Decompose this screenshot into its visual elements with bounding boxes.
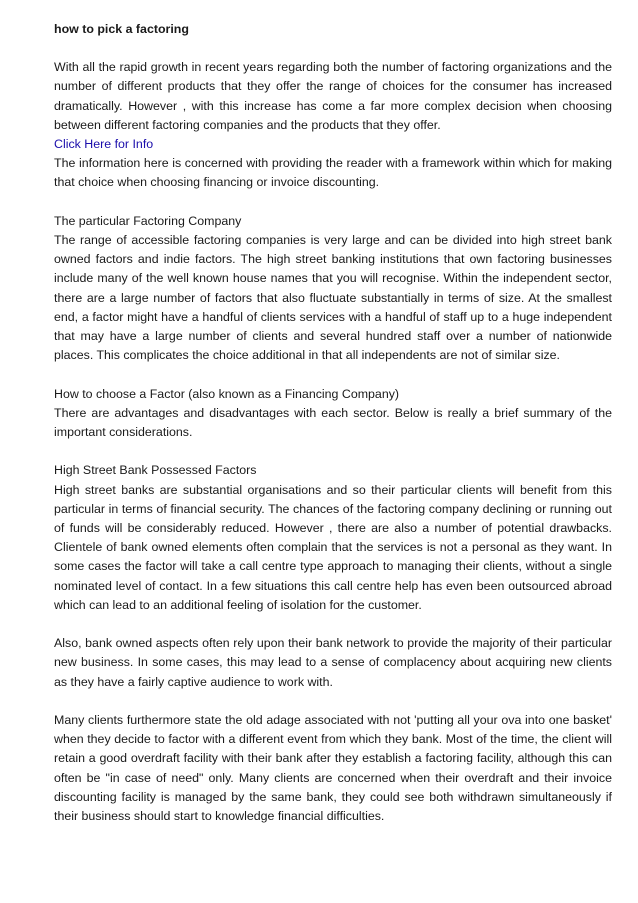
- intro-paragraph: With all the rapid growth in recent years regarding both the number of factoring organizations and the number of different products that they offer the range of choices for the consumer has increased dramatically. However , with this increase has come a far more complex decision when choosing between different factoring companies and the products that they offer.: [54, 60, 612, 132]
- intro-paragraph-2: The information here is concerned with providing the reader with a framework within which for making that choice when choosing financing or invoice discounting.: [54, 156, 612, 190]
- document-page: [54, 20, 612, 826]
- section-heading-bank-factors: High Street Bank Possessed Factors: [54, 463, 257, 478]
- click-here-link[interactable]: Click Here for Info: [54, 137, 154, 152]
- spacer: [54, 615, 612, 634]
- section-body-choose-factor: There are advantages and disadvantages with each sector. Below is really a brief summary of the important considerations.: [54, 405, 612, 440]
- section-heading-choose-factor: How to choose a Factor (also known as a Financing Company): [54, 386, 400, 401]
- section-body-bank-factors: High street banks are substantial organisations and so their particular clients will benefit from this particular in terms of financial security. The chances of the factoring company declining or running out of funds will be considerably reduced. However , there are also a number of potential drawbacks. Clientele of bank owned elements often complain that the services is not a personal as they want. In some cases the factor will take a call centre type approach to managing their clients, without a single nominated level of contact. In a few situations this call centre help has even been outsourced abroad which can lead to an additional feeling of isolation for the customer.: [54, 482, 612, 612]
- section-body-factoring-company: The range of accessible factoring companies is very large and can be divided into high street bank owned factors and indie factors. The high street banking institutions that own factoring businesses include many of the well known house names that you will recognise. Within the independent sector, there are a large number of factors that also fluctuate substantially in terms of size. At the smallest end, a factor might have a handful of clients services with a handful of staff up to a huge independent that may have a large number of clients and several hundred staff over a number of nationwide places. This complicates the choice additional in that all independents are not of similar size.: [54, 233, 612, 363]
- spacer: [54, 442, 612, 461]
- spacer: [54, 193, 612, 212]
- spacer: [54, 365, 612, 384]
- paragraph-bank-network: Also, bank owned aspects often rely upon their bank network to provide the majority of their particular new business. In some cases, this may lead to a sense of complacency about acquiring new clients as they have a fairly captive audience to work with.: [54, 636, 612, 689]
- spacer: [54, 692, 612, 711]
- section-heading-factoring-company: The particular Factoring Company: [54, 213, 242, 228]
- document-title: how to pick a factoring: [54, 22, 189, 36]
- paragraph-eggs-basket: Many clients furthermore state the old adage associated with not 'putting all your ova into one basket' when they decide to factor with a different event from which they bank. Most of the time, the client will retain a good overdraft facility with their bank after they establish a factoring facility, although this can often be "in case of need" only. Many clients are concerned when their overdraft and their invoice discounting facility is managed by the same bank, they could see both withdrawn simultaneously if their business should start to knowledge financial difficulties.: [54, 713, 612, 824]
